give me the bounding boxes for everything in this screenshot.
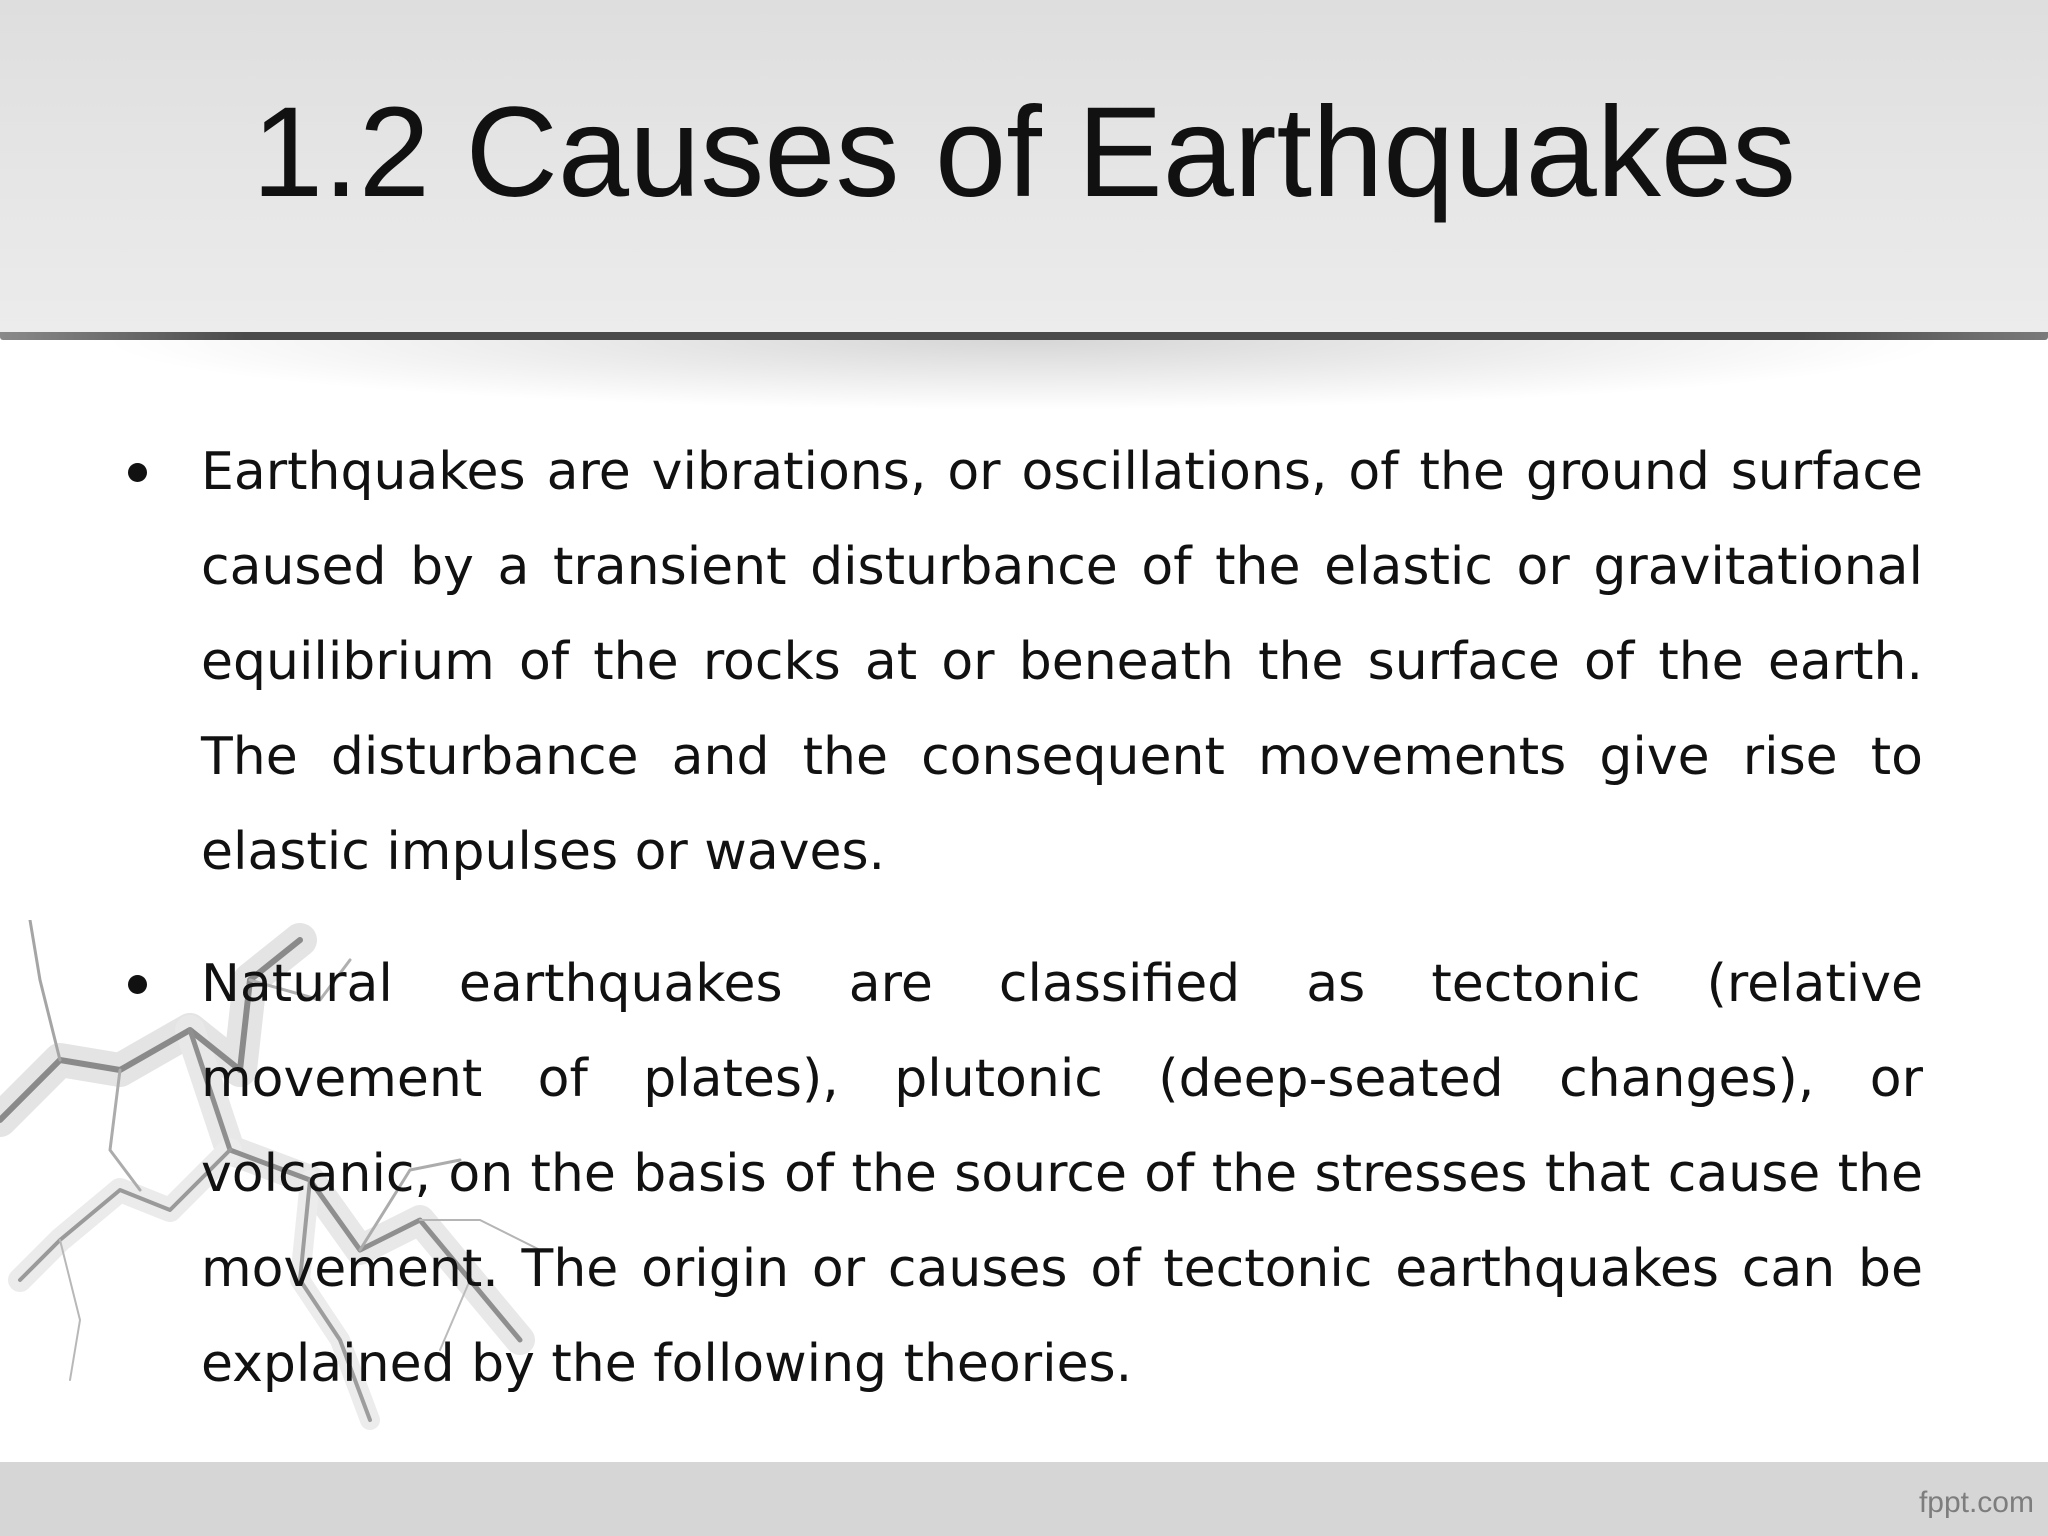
footer-band [0, 1462, 2048, 1536]
header-divider [0, 332, 2048, 340]
header-shadow [0, 340, 2048, 410]
bullet-text: Natural earthquakes are classified as tectonic (relative movement of plates), plutonic (deep-seated changes), or volcanic, on the basis of the source of the stresses that cause the movement. The origin or causes of tectonic earthquakes can be explained by the following theories. [201, 954, 1923, 1394]
bullet-item [128, 425, 1923, 900]
bullet-text: Earthquakes are vibrations, or oscillations, of the ground surface caused by a transient disturbance of the elastic or gravitational equilibrium of the rocks at or beneath the surface of the earth. The disturbance and the consequent movements give rise to elastic impulses or waves. [201, 442, 1923, 882]
slide-title: 1.2 Causes of Earthquakes [251, 81, 1797, 224]
footer-watermark: fppt.com [1918, 1486, 2034, 1519]
bullet-item [128, 937, 1923, 1412]
slide-body [128, 425, 1923, 1412]
bullet-marker [128, 975, 147, 994]
bullet-marker [128, 463, 147, 482]
